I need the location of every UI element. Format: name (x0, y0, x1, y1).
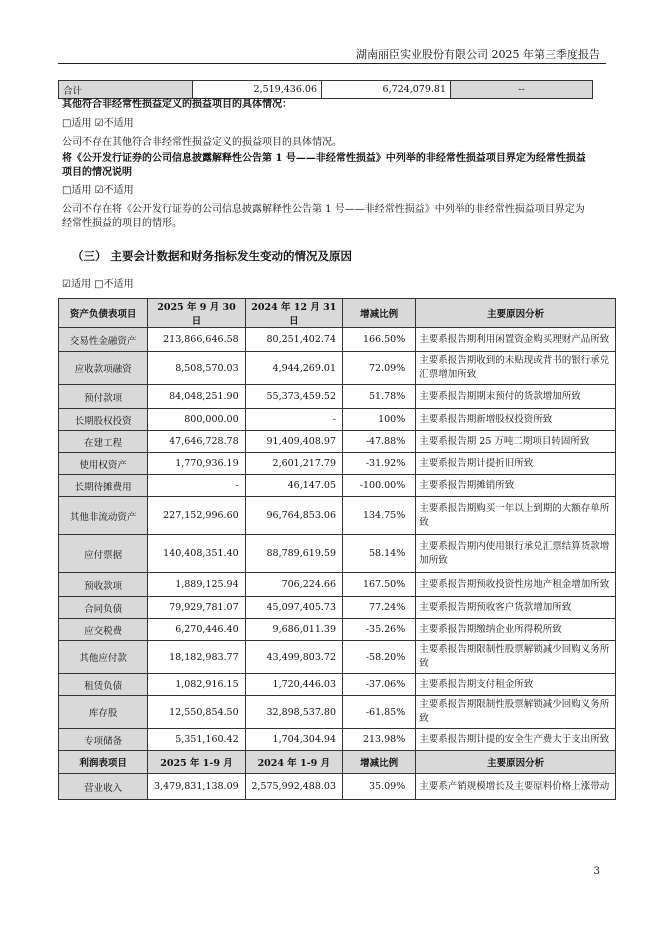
row-change: 58.14% (343, 535, 416, 573)
reclass-text-line2: 经常性损益的项目的情形。 (62, 218, 182, 229)
row-reason: 主要系报告期计提折旧所致 (416, 453, 616, 475)
total-value-3: -- (451, 81, 593, 99)
total-label: 合计 (59, 81, 193, 99)
row-change: -35.26% (343, 619, 416, 641)
row-current: 5,351,160.42 (148, 729, 245, 751)
reclass-title-line1: 将《公开发行证券的公司信息披露解释性公告第 1 号——非经常性损益》中列举的非经常性损益项目界定为经常性损益 (62, 153, 586, 164)
income-header-change: 增减比例 (343, 751, 416, 774)
row-prior: 2,601,217.79 (245, 453, 342, 475)
row-reason: 主要系报告期限制性股票解锁减少回购义务所致 (416, 696, 616, 729)
balance-header-row (59, 299, 616, 328)
row-prior: 1,720,446.03 (245, 674, 342, 696)
balance-header-prior: 2024 年 12 月 31 日 (245, 299, 342, 328)
row-item: 合同负债 (59, 597, 148, 619)
page-header: 湖南丽臣实业股份有限公司 2025 年第三季度报告 (356, 48, 600, 61)
other-items-title: 其他符合非经常性损益定义的损益项目的具体情况： (62, 99, 292, 110)
table-row (59, 729, 616, 751)
balance-header-item: 资产负债表项目 (59, 299, 148, 328)
table-row (59, 431, 616, 453)
row-item: 预付款项 (59, 385, 148, 409)
table-row (59, 597, 616, 619)
row-prior: 1,704,304.94 (245, 729, 342, 751)
row-change: -100.00% (343, 475, 416, 497)
row-change: -37.06% (343, 674, 416, 696)
row-prior: 96,764,853.06 (245, 497, 342, 535)
row-reason: 主要系报告期期末预付的货款增加所致 (416, 385, 616, 409)
row-prior: 55,373,459.52 (245, 385, 342, 409)
row-change: 100% (343, 409, 416, 431)
header-divider (58, 63, 606, 64)
row-current: 140,408,351.40 (148, 535, 245, 573)
income-header-reason: 主要原因分析 (416, 751, 616, 774)
row-current: 79,929,781.07 (148, 597, 245, 619)
row-current: 800,000.00 (148, 409, 245, 431)
row-item: 其他非流动资产 (59, 497, 148, 535)
row-change: -61.85% (343, 696, 416, 729)
table-row (59, 385, 616, 409)
other-items-checkbox: □适用 ☑不适用 (62, 118, 134, 129)
row-reason: 主要系报告期支付租金所致 (416, 674, 616, 696)
reclass-title-line2: 项目的情况说明 (62, 167, 132, 178)
reclass-text-line1: 公司不存在将《公开发行证券的公司信息披露解释性公告第 1 号——非经常性损益》中列举的非经常性损益项目界定为 (62, 204, 585, 215)
balance-header-change: 增减比例 (343, 299, 416, 328)
row-current: 213,866,646.58 (148, 328, 245, 352)
row-item: 应交税费 (59, 619, 148, 641)
row-change: 72.09% (343, 352, 416, 385)
table-row (59, 774, 616, 800)
row-change: 35.09% (343, 774, 416, 800)
income-header-row (59, 751, 616, 774)
row-item: 租赁负债 (59, 674, 148, 696)
row-prior: 88,789,619.59 (245, 535, 342, 573)
row-prior: 9,686,011.39 (245, 619, 342, 641)
row-item: 应收款项融资 (59, 352, 148, 385)
row-current: 1,082,916.15 (148, 674, 245, 696)
row-current: 3,479,831,138.09 (148, 774, 245, 800)
row-current: - (148, 475, 245, 497)
row-prior: 43,499,803.72 (245, 641, 342, 674)
table-row (59, 535, 616, 573)
row-reason: 主要系报告期缴纳企业所得税所致 (416, 619, 616, 641)
table-row (59, 409, 616, 431)
total-value-1: 2,519,436.06 (193, 81, 322, 99)
row-reason: 主要系报告期新增股权投资所致 (416, 409, 616, 431)
income-header-prior: 2024 年 1-9 月 (245, 751, 342, 774)
row-reason: 主要系报告期预收投资性房地产租金增加所致 (416, 573, 616, 597)
reclass-checkbox: □适用 ☑不适用 (62, 185, 134, 196)
row-reason: 主要系报告期摊销所致 (416, 475, 616, 497)
row-current: 47,646,728.78 (148, 431, 245, 453)
row-reason: 主要系报告期计提的安全生产费大于支出所致 (416, 729, 616, 751)
row-item: 库存股 (59, 696, 148, 729)
row-reason: 主要系报告期利用闲置资金购买理财产品所致 (416, 328, 616, 352)
row-prior: 32,898,537.80 (245, 696, 342, 729)
income-header-current: 2025 年 1-9 月 (148, 751, 245, 774)
income-header-item: 利润表项目 (59, 751, 148, 774)
row-prior: 91,409,408.97 (245, 431, 342, 453)
row-item: 预收款项 (59, 573, 148, 597)
row-current: 227,152,996.60 (148, 497, 245, 535)
total-value-2: 6,724,079.81 (322, 81, 451, 99)
row-reason: 主要系报告期收到的未贴现或背书的银行承兑汇票增加所致 (416, 352, 616, 385)
row-current: 1,770,936.19 (148, 453, 245, 475)
table-row (59, 453, 616, 475)
table-row (59, 573, 616, 597)
balance-header-current: 2025 年 9 月 30 日 (148, 299, 245, 328)
balance-header-reason: 主要原因分析 (416, 299, 616, 328)
row-item: 应付票据 (59, 535, 148, 573)
row-item: 长期待摊费用 (59, 475, 148, 497)
row-prior: 706,224.66 (245, 573, 342, 597)
table-row (59, 475, 616, 497)
section-checkbox: ☑适用 □不适用 (62, 279, 134, 290)
row-reason: 主要系报告期内使用银行承兑汇票结算货款增加所致 (416, 535, 616, 573)
table-row (59, 81, 593, 99)
row-change: -31.92% (343, 453, 416, 475)
row-item: 使用权资产 (59, 453, 148, 475)
row-current: 6,270,446.40 (148, 619, 245, 641)
row-item: 交易性金融资产 (59, 328, 148, 352)
section-title: （三） 主要会计数据和财务指标发生变动的情况及原因 (72, 249, 353, 263)
row-prior: 2,575,992,488.03 (245, 774, 342, 800)
row-item: 长期股权投资 (59, 409, 148, 431)
row-reason: 主要系报告期购买一年以上到期的大额存单所致 (416, 497, 616, 535)
row-current: 8,508,570.03 (148, 352, 245, 385)
table-row (59, 696, 616, 729)
income-section (59, 751, 616, 800)
row-current: 12,550,854.50 (148, 696, 245, 729)
row-reason: 主要系报告期 25 万吨二期项目转固所致 (416, 431, 616, 453)
table-row (59, 328, 616, 352)
row-change: 77.24% (343, 597, 416, 619)
row-reason: 主要系报告期预收客户货款增加所致 (416, 597, 616, 619)
table-row (59, 641, 616, 674)
other-items-text: 公司不存在其他符合非经常性损益定义的损益项目的具体情况。 (62, 137, 342, 148)
row-current: 1,889,125.94 (148, 573, 245, 597)
table-row (59, 352, 616, 385)
row-change: -47.88% (343, 431, 416, 453)
row-prior: - (245, 409, 342, 431)
row-item: 营业收入 (59, 774, 148, 800)
row-prior: 80,251,402.74 (245, 328, 342, 352)
row-change: 213.98% (343, 729, 416, 751)
row-item: 其他应付款 (59, 641, 148, 674)
row-change: 51.78% (343, 385, 416, 409)
row-reason: 主要系产销规模增长及主要原料价格上涨带动 (416, 774, 616, 800)
row-change: 166.50% (343, 328, 416, 352)
row-item: 专项储备 (59, 729, 148, 751)
table-row (59, 619, 616, 641)
row-prior: 4,944,269.01 (245, 352, 342, 385)
row-prior: 45,097,405.73 (245, 597, 342, 619)
total-table (58, 80, 593, 99)
changes-table (58, 298, 616, 800)
row-item: 在建工程 (59, 431, 148, 453)
table-row (59, 497, 616, 535)
row-prior: 46,147.05 (245, 475, 342, 497)
row-reason: 主要系报告期限制性股票解锁减少回购义务所致 (416, 641, 616, 674)
row-current: 84,048,251.90 (148, 385, 245, 409)
row-change: -58.20% (343, 641, 416, 674)
row-change: 167.50% (343, 573, 416, 597)
row-change: 134.75% (343, 497, 416, 535)
table-row (59, 674, 616, 696)
balance-rows (59, 328, 616, 751)
row-current: 18,182,983.77 (148, 641, 245, 674)
page-number: 3 (593, 866, 600, 877)
